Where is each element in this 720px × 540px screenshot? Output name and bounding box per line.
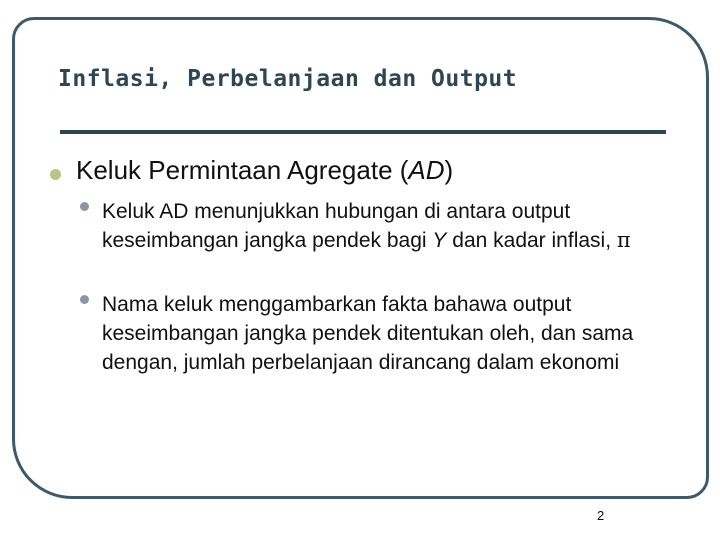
main-bullet-heading	[76, 155, 453, 186]
page-number: 2	[597, 508, 605, 523]
pi-symbol: π	[616, 228, 631, 252]
bullet-dot-level2	[80, 202, 89, 211]
bullet-dot-level2	[80, 295, 89, 304]
sub-bullet-1-text-b: dan kadar inflasi,	[446, 229, 617, 252]
sub-bullet-1-text-a: Keluk AD menunjukkan hubungan di antara output keseimbangan jangka pendek bagi	[102, 200, 571, 252]
slide-title: Inflasi, Perbelanjaan dan Output	[58, 66, 518, 92]
heading-prefix: Keluk Permintaan Agregate (	[76, 155, 409, 185]
sub-bullet-2-text: Nama keluk menggambarkan fakta bahawa output keseimbangan jangka pendek ditentukan oleh, dan sama dengan, jumlah perbelanjaan dirancang dalam ekonomi	[102, 293, 634, 374]
bullet-dot-level1	[50, 169, 61, 180]
sub-bullet-1-italic-y: Y	[432, 229, 447, 252]
sub-bullet-1	[102, 197, 702, 255]
title-underline	[60, 130, 666, 134]
heading-suffix: )	[444, 155, 454, 185]
sub-bullet-2	[102, 290, 702, 377]
heading-italic-ad: AD	[408, 155, 445, 185]
